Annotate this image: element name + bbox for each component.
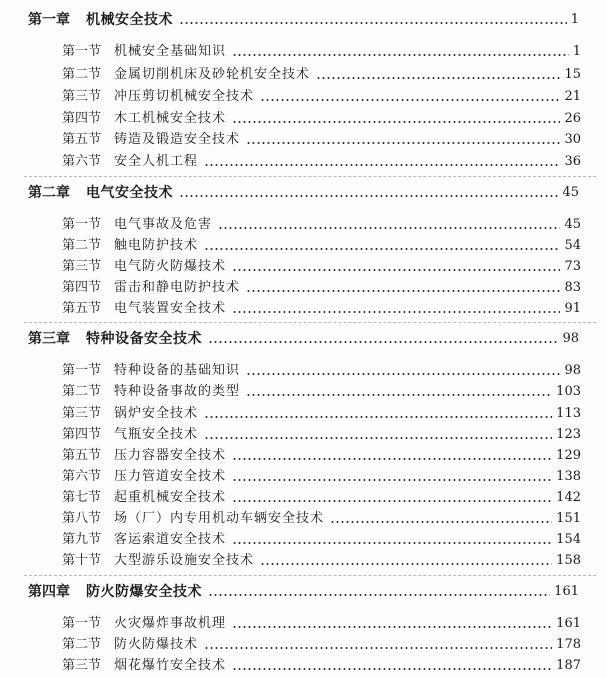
chapter-number: 第四章: [28, 584, 70, 600]
chapter-heading[interactable]: [0, 8, 607, 28]
section-title: 烟花爆竹安全技术: [114, 658, 227, 673]
section-number: 第七节: [62, 490, 102, 505]
section-number: 第三节: [62, 658, 102, 673]
section-title: 气瓶安全技术: [114, 427, 199, 442]
chapter-title: 机械安全技术: [86, 12, 173, 28]
dot-leader: [232, 479, 552, 481]
page-number: 187: [556, 658, 581, 673]
section-entry[interactable]: [0, 234, 607, 254]
section-entry[interactable]: [0, 40, 607, 60]
section-entry[interactable]: [0, 654, 607, 674]
chapter-number: 第三章: [28, 331, 70, 347]
section-number: 第六节: [62, 154, 102, 169]
section-number: 第二节: [62, 637, 102, 652]
section-entry[interactable]: [0, 380, 607, 400]
section-number: 第一节: [62, 363, 102, 378]
dot-leader: [204, 647, 552, 649]
dot-leader: [246, 142, 560, 144]
section-title: 特种设备的基础知识: [114, 363, 241, 378]
section-title: 电气事故及危害: [114, 217, 213, 232]
dot-leader: [179, 195, 558, 197]
section-entry[interactable]: [0, 465, 607, 485]
section-title: 起重机械安全技术: [114, 490, 227, 505]
page-number: 103: [556, 384, 581, 399]
section-entry[interactable]: [0, 255, 607, 275]
chapter-title: 防火防爆安全技术: [86, 584, 202, 600]
page-number: 45: [564, 217, 581, 232]
section-number: 第一节: [62, 44, 102, 59]
dot-leader: [246, 394, 552, 396]
section-entry[interactable]: [0, 507, 607, 527]
chapter-heading[interactable]: [0, 580, 607, 600]
dot-leader: [204, 248, 560, 250]
page-number: 45: [562, 185, 579, 200]
section-entry[interactable]: [0, 549, 607, 569]
section-number: 第三节: [62, 406, 102, 421]
chapter-number: 第一章: [28, 12, 70, 28]
section-title: 特种设备事故的类型: [114, 384, 241, 399]
page-number: 36: [564, 154, 581, 169]
section-number: 第六节: [62, 469, 102, 484]
dot-leader: [204, 416, 552, 418]
section-entry[interactable]: [0, 359, 607, 379]
section-entry[interactable]: [0, 297, 607, 317]
section-number: 第三节: [62, 259, 102, 274]
page-number: 123: [556, 427, 581, 442]
section-title: 大型游乐设施安全技术: [114, 553, 255, 568]
dot-leader: [232, 311, 560, 313]
dot-leader: [232, 54, 569, 56]
chapter-title: 电气安全技术: [86, 185, 173, 201]
section-entry[interactable]: [0, 423, 607, 443]
section-number: 第一节: [62, 616, 102, 631]
dot-leader: [232, 500, 552, 502]
divider: [24, 575, 596, 576]
dot-leader: [232, 668, 552, 670]
page-number: 15: [564, 67, 581, 82]
section-title: 铸造及锻造安全技术: [114, 132, 241, 147]
section-entry[interactable]: [0, 150, 607, 170]
section-title: 锅炉安全技术: [114, 406, 199, 421]
section-number: 第二节: [62, 67, 102, 82]
section-title: 触电防护技术: [114, 238, 199, 253]
section-title: 木工机械安全技术: [114, 111, 227, 126]
page-number: 151: [556, 511, 581, 526]
section-number: 第十节: [62, 553, 102, 568]
section-number: 第四节: [62, 280, 102, 295]
page-number: 26: [564, 111, 581, 126]
chapter-heading[interactable]: [0, 327, 607, 347]
chapter-title: 特种设备安全技术: [86, 331, 202, 347]
section-number: 第一节: [62, 217, 102, 232]
section-number: 第五节: [62, 301, 102, 316]
page-number: 158: [556, 553, 581, 568]
section-entry[interactable]: [0, 85, 607, 105]
section-entry[interactable]: [0, 107, 607, 127]
page-number: 73: [564, 259, 581, 274]
section-title: 电气防火防爆技术: [114, 259, 227, 274]
page-number: 154: [556, 532, 581, 547]
section-entry[interactable]: [0, 633, 607, 653]
section-number: 第五节: [62, 132, 102, 147]
section-title: 防火防爆技术: [114, 637, 199, 652]
dot-leader: [232, 269, 560, 271]
dot-leader: [330, 521, 552, 523]
section-title: 雷击和静电防护技术: [114, 280, 241, 295]
dot-leader: [260, 563, 552, 565]
section-number: 第八节: [62, 511, 102, 526]
dot-leader: [204, 164, 560, 166]
dot-leader: [246, 373, 560, 375]
section-number: 第四节: [62, 427, 102, 442]
section-title: 压力管道安全技术: [114, 469, 227, 484]
section-entry[interactable]: [0, 402, 607, 422]
section-number: 第二节: [62, 238, 102, 253]
section-title: 压力容器安全技术: [114, 448, 227, 463]
page-number: 21: [564, 89, 581, 104]
page-number: 129: [556, 448, 581, 463]
page-number: 161: [554, 584, 579, 599]
section-entry[interactable]: [0, 63, 607, 83]
section-entry[interactable]: [0, 612, 607, 632]
dot-leader: [232, 626, 552, 628]
page-number: 1: [570, 12, 579, 27]
dot-leader: [260, 99, 560, 101]
page-number: 138: [556, 469, 581, 484]
section-number: 第三节: [62, 89, 102, 104]
dot-leader: [232, 121, 560, 123]
section-title: 安全人机工程: [114, 154, 199, 169]
dot-leader: [218, 227, 560, 229]
section-entry[interactable]: [0, 528, 607, 548]
page-number: 98: [564, 363, 581, 378]
section-entry[interactable]: [0, 444, 607, 464]
dot-leader: [208, 341, 558, 343]
section-number: 第九节: [62, 532, 102, 547]
section-entry[interactable]: [0, 128, 607, 148]
page-number: 91: [564, 301, 581, 316]
dot-leader: [208, 594, 550, 596]
section-title: 冲压剪切机械安全技术: [114, 89, 255, 104]
section-entry[interactable]: [0, 276, 607, 296]
chapter-number: 第二章: [28, 185, 70, 201]
section-title: 火灾爆炸事故机理: [114, 616, 227, 631]
page-number: 83: [564, 280, 581, 295]
page-number: 142: [556, 490, 581, 505]
section-number: 第四节: [62, 111, 102, 126]
dot-leader: [179, 22, 567, 24]
section-title: 金属切削机床及砂轮机安全技术: [114, 67, 311, 82]
section-entry[interactable]: [0, 486, 607, 506]
section-number: 第二节: [62, 384, 102, 399]
page-number: 178: [556, 637, 581, 652]
page-number: 54: [564, 238, 581, 253]
divider: [24, 176, 596, 177]
dot-leader: [232, 458, 552, 460]
section-title: 电气装置安全技术: [114, 301, 227, 316]
divider: [24, 322, 596, 323]
page-number: 161: [556, 616, 581, 631]
section-title: 客运索道安全技术: [114, 532, 227, 547]
page-number: 1: [572, 44, 581, 59]
section-number: 第五节: [62, 448, 102, 463]
section-entry[interactable]: [0, 213, 607, 233]
chapter-heading[interactable]: [0, 181, 607, 201]
dot-leader: [246, 290, 560, 292]
section-title: 机械安全基础知识: [114, 44, 227, 59]
dot-leader: [316, 77, 560, 79]
page-number: 30: [564, 132, 581, 147]
dot-leader: [204, 437, 552, 439]
section-title: 场（厂）内专用机动车辆安全技术: [114, 511, 325, 526]
page-number: 98: [562, 331, 579, 346]
page-number: 113: [556, 406, 581, 421]
dot-leader: [232, 542, 552, 544]
